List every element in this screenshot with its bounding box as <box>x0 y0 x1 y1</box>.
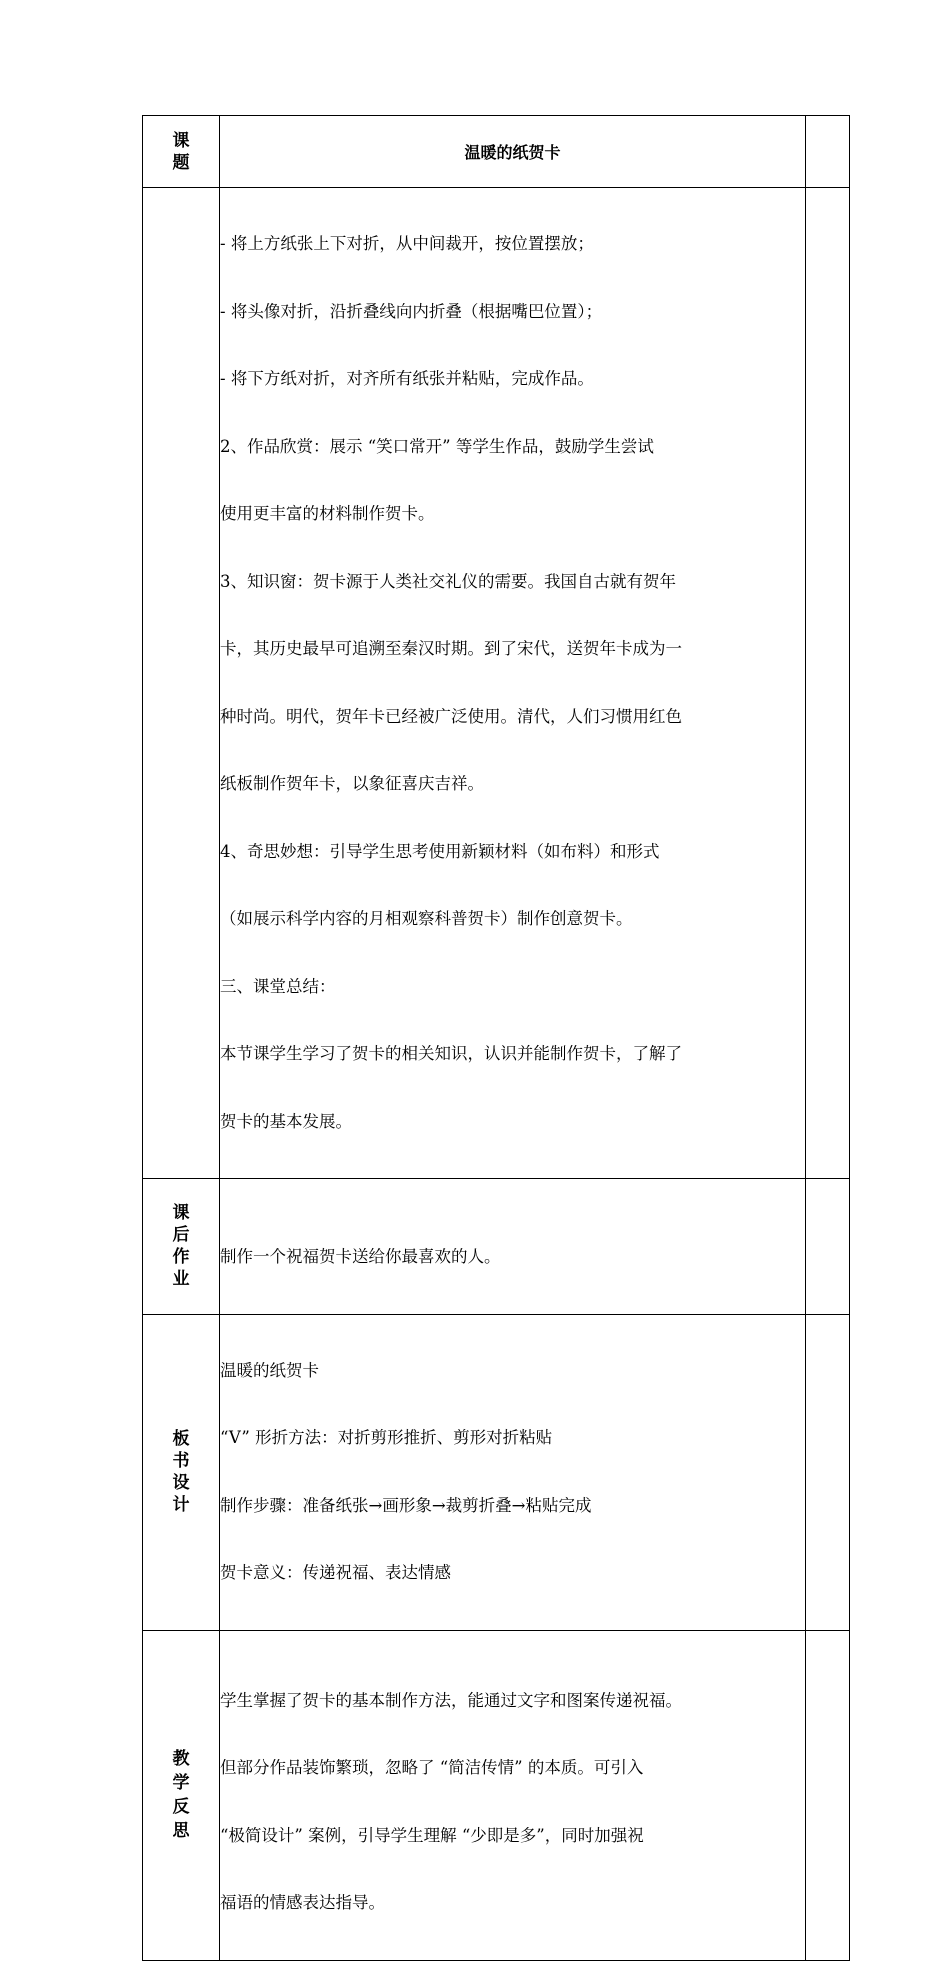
title-label-char: 课 <box>172 130 190 151</box>
process-line: - 将下方纸对折，对齐所有纸张并粘贴，完成作品。 <box>220 369 594 388</box>
process-line: （如展示科学内容的月相观察科普贺卡）制作创意贺卡。 <box>220 909 633 928</box>
process-line: 2、作品欣赏：展示 “笑口常开” 等学生作品，鼓励学生尝试 <box>220 436 654 456</box>
homework-label-cell <box>143 1179 220 1315</box>
process-content <box>220 188 806 1179</box>
process-line: - 将头像对折，沿折叠线向内折叠（根据嘴巴位置）； <box>220 301 603 321</box>
homework-label-char: 课 <box>172 1203 190 1224</box>
process-line: 3、知识窗：贺卡源于人类社交礼仪的需要。我国自古就有贺年 <box>220 571 676 591</box>
process-label-cell <box>143 188 220 1179</box>
title-label-char: 题 <box>172 152 190 173</box>
row-reflection <box>143 1630 850 1960</box>
process-line: 4、奇思妙想：引导学生思考使用新颖材料（如布料）和形式 <box>220 841 660 861</box>
board-line: 贺卡意义：传递祝福、表达情感 <box>220 1563 451 1582</box>
homework-text: 制作一个祝福贺卡送给你最喜欢的人。 <box>220 1247 501 1266</box>
process-line: 贺卡的基本发展。 <box>220 1111 352 1131</box>
title-label-cell <box>143 116 220 188</box>
board-label-cell <box>143 1314 220 1630</box>
reflect-line: 但部分作品装饰繁琐，忽略了 “简洁传情” 的本质。可引入 <box>220 1758 644 1777</box>
reflect-label-char: 思 <box>172 1821 190 1841</box>
board-content <box>220 1314 806 1630</box>
homework-label-char: 后 <box>172 1225 190 1246</box>
row-board-design <box>143 1314 850 1630</box>
reflect-label-char: 学 <box>172 1773 190 1793</box>
process-line: 本节课学生学习了贺卡的相关知识，认识并能制作贺卡，了解了 <box>220 1044 682 1063</box>
homework-label-char: 作 <box>172 1247 190 1268</box>
process-line: 种时尚。明代，贺年卡已经被广泛使用。清代，人们习惯用红色 <box>220 706 682 726</box>
board-line: 温暖的纸贺卡 <box>220 1360 319 1380</box>
board-line: 制作步骤：准备纸张→画形象→裁剪折叠→粘贴完成 <box>220 1495 592 1515</box>
empty-cell <box>806 188 850 1179</box>
process-line: 纸板制作贺年卡，以象征喜庆吉祥。 <box>220 774 484 793</box>
board-label-char: 计 <box>172 1495 190 1515</box>
lesson-plan-table <box>142 115 850 1961</box>
reflect-content <box>220 1630 806 1960</box>
process-line: - 将上方纸张上下对折，从中间裁开，按位置摆放； <box>220 234 594 253</box>
reflect-line: 福语的情感表达指导。 <box>220 1893 385 1912</box>
reflect-line: 学生掌握了贺卡的基本制作方法，能通过文字和图案传递祝福。 <box>220 1690 682 1710</box>
empty-cell <box>806 116 850 188</box>
board-label-char: 设 <box>172 1473 190 1493</box>
empty-cell <box>806 1314 850 1630</box>
homework-content <box>220 1179 806 1315</box>
homework-label-char: 业 <box>172 1269 190 1290</box>
board-line: “V” 形折方法：对折剪形推折、剪形对折粘贴 <box>220 1428 553 1447</box>
process-line: 使用更丰富的材料制作贺卡。 <box>220 504 435 523</box>
reflect-line: “极简设计” 案例，引导学生理解 “少即是多”，同时加强祝 <box>220 1825 644 1845</box>
lesson-title: 温暖的纸贺卡 <box>220 116 806 188</box>
empty-cell <box>806 1630 850 1960</box>
process-line: 卡，其历史最早可追溯至秦汉时期。到了宋代，送贺年卡成为一 <box>220 639 682 658</box>
reflect-label-cell <box>143 1630 220 1960</box>
board-label-char: 书 <box>172 1451 190 1471</box>
row-process <box>143 188 850 1179</box>
empty-cell <box>806 1179 850 1315</box>
row-title <box>143 116 850 188</box>
process-line: 三、课堂总结： <box>220 976 336 996</box>
board-label-char: 板 <box>172 1429 190 1449</box>
reflect-label-char: 教 <box>172 1749 190 1769</box>
reflect-label-char: 反 <box>172 1797 190 1817</box>
row-homework <box>143 1179 850 1315</box>
